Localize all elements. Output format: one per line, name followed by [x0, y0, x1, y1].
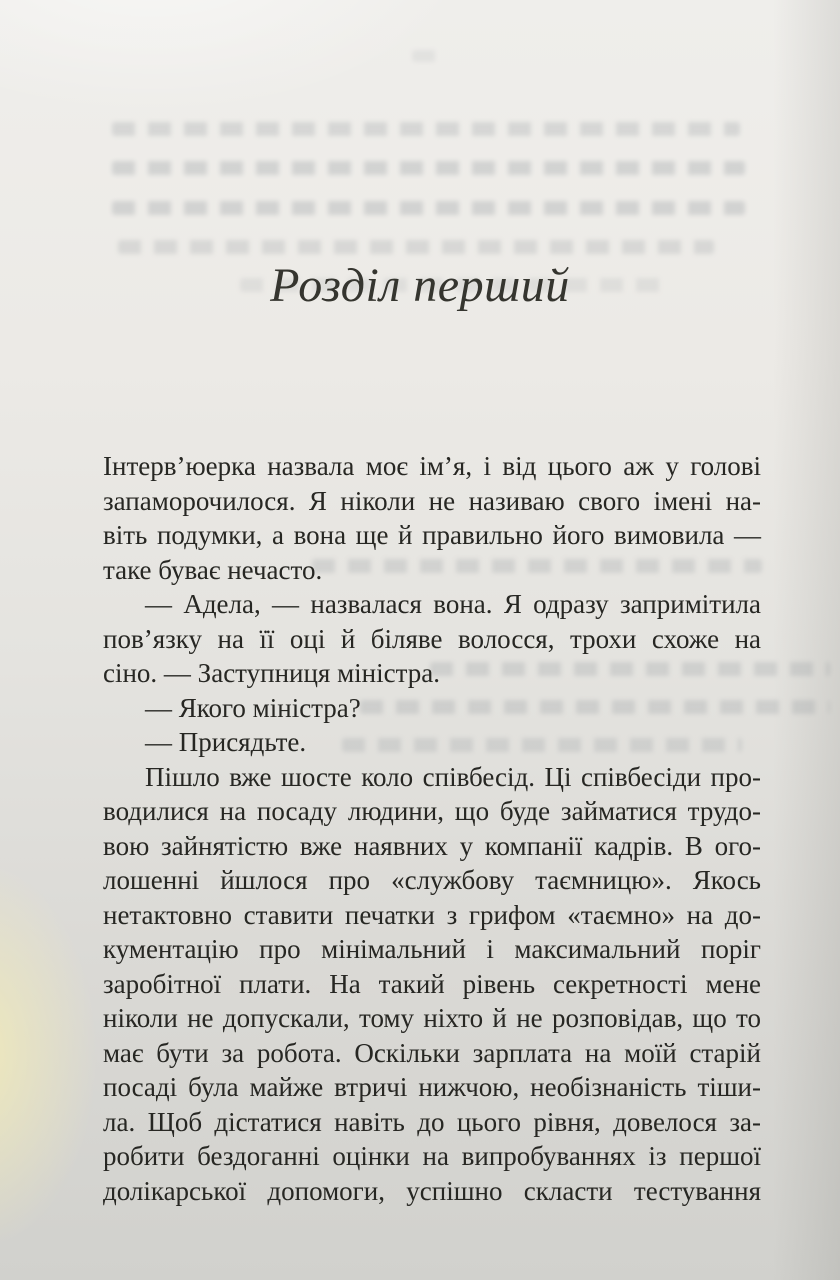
show-through-line: [118, 240, 714, 254]
text-line: — Присядьте.: [145, 727, 307, 757]
text-line: кументацію про мінімальний і максимальний поріг: [103, 934, 761, 964]
text-line: робити бездоганні оцінки на випробуваннях із першої: [103, 1141, 761, 1171]
text-line: — Якого міністра?: [145, 692, 361, 723]
text-line: — Адела, — назвалася вона. Я одразу запримітила: [145, 589, 761, 619]
text-line: лошенні йшлося про «службову таємницю». Якось: [103, 865, 761, 895]
text-line: долікарської допомоги, успішно скласти тестування: [103, 1175, 761, 1206]
chapter-title: Розділ перший: [270, 259, 570, 312]
text-line: нетактовно ставити печатки з грифом «таємно» на до-: [103, 899, 761, 930]
text-line: вою зайнятістю вже наявних у компанії кадрів. В ого-: [103, 830, 761, 861]
show-through-line: [112, 122, 740, 136]
text-line: таке буває нечасто.: [103, 554, 323, 585]
show-through-line: [112, 161, 745, 175]
text-line: заробітної плати. На такий рівень секретності мене: [103, 968, 761, 999]
show-through-line: [112, 201, 745, 215]
text-line: запаморочилося. Я ніколи не називаю свого імені на-: [103, 485, 761, 516]
text-line: має бути за робота. Оскільки зарплата на моїй старій: [103, 1037, 761, 1068]
text-line: сіно. — Заступниця міністра.: [103, 658, 440, 688]
body-text: [103, 449, 761, 1208]
show-through-line: [412, 50, 442, 62]
text-line: посаді була майже втричі нижчою, необізнаність тіши-: [103, 1072, 761, 1102]
text-line: пов’язку на її оці й біляве волосся, трохи схоже на: [103, 623, 761, 654]
text-line: ніколи не допускали, тому ніхто й не розповідав, що то: [103, 1003, 761, 1033]
text-line: Пішло вже шосте коло співбесід. Ці співбесіди про-: [145, 761, 761, 792]
text-line: ла. Щоб дістатися навіть до цього рівня, довелося за-: [103, 1106, 761, 1137]
text-line: водилися на посаду людини, що буде займатися трудо-: [103, 796, 761, 826]
text-line: Інтерв’юерка назвала моє ім’я, і від цього аж у голові: [103, 451, 761, 481]
text-line: віть подумки, а вона ще й правильно його вимовила —: [103, 520, 761, 550]
